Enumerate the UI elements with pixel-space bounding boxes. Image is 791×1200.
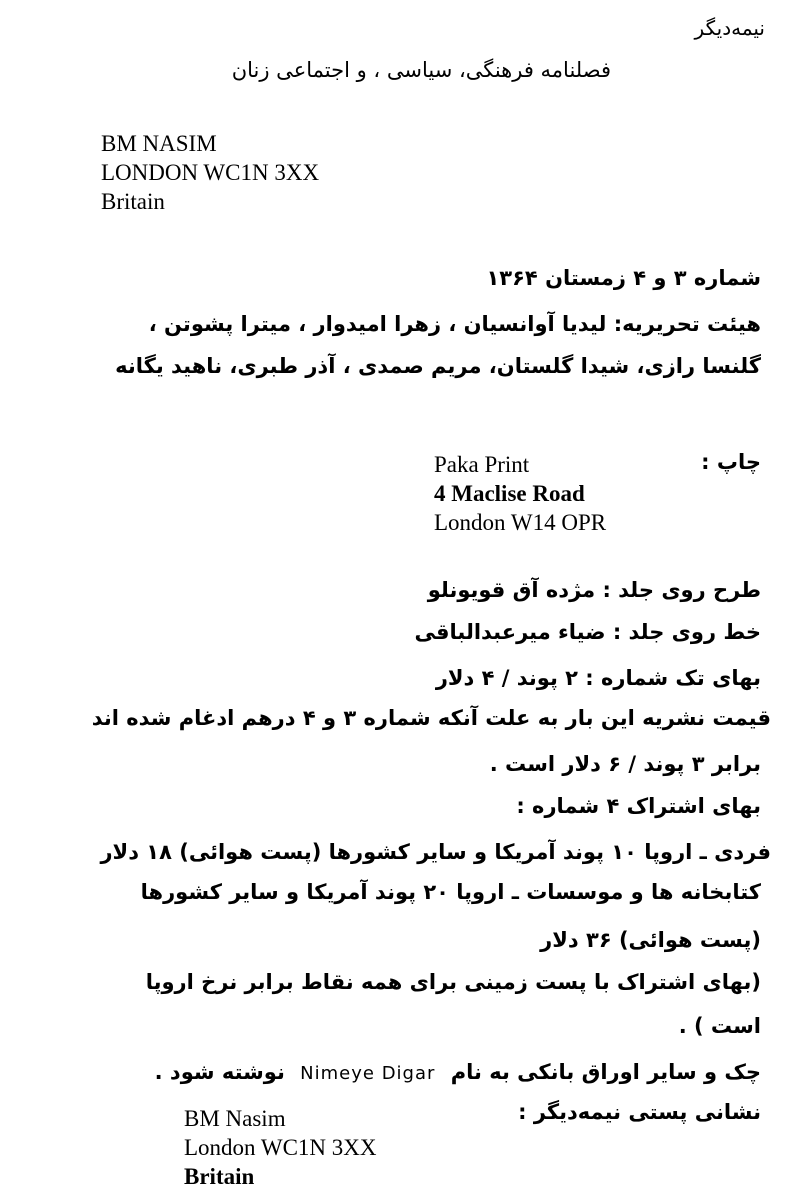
cheque-prefix: چک و سایر اوراق بانکی به نام [450,1060,761,1084]
print-address-line-2: 4 Maclise Road [434,481,585,506]
subscription-individual: فردی ـ اروپا ۱۰ پوند آمریکا و سایر کشورها (پست هوائی) ۱۸ دلار [100,840,771,864]
subscription-libraries-line-1: کتابخانه ها و موسسات ـ اروپا ۲۰ پوند آمریکا و سایر کشورها [140,880,761,904]
magazine-title: نیمه‌دیگر [694,16,765,40]
postal-address-line-3: Britain [184,1164,255,1189]
address-top [101,129,319,216]
cover-design-credit: طرح روی جلد : مژده آق قویونلو [427,578,761,602]
price-note-line-2: برابر ۳ پوند / ۶ دلار است . [489,752,761,776]
print-label: چاپ : [701,450,761,474]
address-top-line-3: Britain [101,189,165,214]
print-address-line-3: London W14 OPR [434,510,607,535]
address-top-line-2: LONDON WC1N 3XX [101,160,320,185]
print-address [434,450,606,537]
cheque-payee-name: Nimeye Digar [300,1063,436,1084]
print-address-line-1: Paka Print [434,452,530,477]
cheque-line [155,1060,761,1084]
subscription-title: بهای اشتراک ۴ شماره : [516,794,761,818]
magazine-subtitle: فصلنامه فرهنگی، سیاسی ، و اجتماعی زنان [231,58,611,82]
editorial-board-line-1: هیئت تحریریه: لیدیا آوانسیان ، زهرا امیدوار ، میترا پشوتن ، [148,312,761,336]
subscription-note-line-1: (بهای اشتراک با پست زمینی برای همه نقاط برابر نرخ اروپا [145,970,761,994]
single-issue-price: بهای تک شماره : ۲ پوند / ۴ دلار [435,666,761,690]
postal-address-label: نشانی پستی نیمه‌دیگر : [518,1100,761,1124]
subscription-note-line-2: است ) . [678,1014,761,1038]
issue-line: شماره ۳ و ۴ زمستان ۱۳۶۴ [486,266,761,290]
price-note-line-1: قیمت نشریه این بار به علت آنکه شماره ۳ و ۴ درهم ادغام شده اند [91,706,771,730]
postal-address-line-2: London WC1N 3XX [184,1135,377,1160]
cover-calligraphy-credit: خط روی جلد : ضیاء میرعبدالباقی [414,620,761,644]
cheque-suffix: نوشته شود . [154,1060,285,1084]
postal-address-line-1: BM Nasim [184,1106,286,1131]
editorial-board-line-2: گلنسا رازی، شیدا گلستان، مریم صمدی ، آذر طبری، ناهید یگانه [115,354,761,378]
postal-address [184,1104,377,1191]
subscription-libraries-line-2: (پست هوائی) ۳۶ دلار [540,928,761,952]
address-top-line-1: BM NASIM [101,131,217,156]
